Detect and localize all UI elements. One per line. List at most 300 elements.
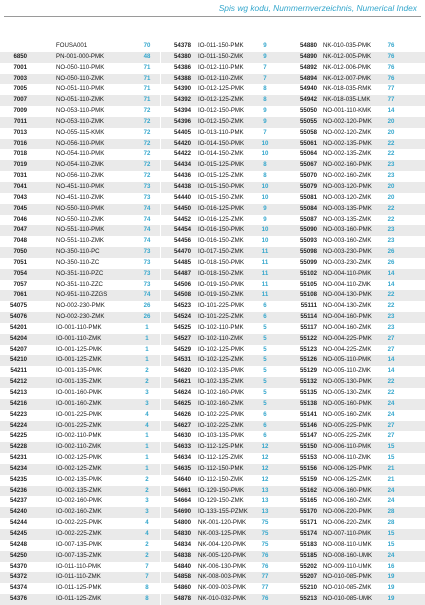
product-code: NO-005-130-PMK bbox=[323, 378, 372, 386]
product-code: IO-002-135-PMK bbox=[56, 475, 103, 483]
item-number: 54201 bbox=[10, 323, 27, 331]
index-row bbox=[287, 572, 425, 583]
product-code: NO-004-110-ZMK bbox=[323, 280, 371, 288]
product-code: IO-001-125-ZMK bbox=[56, 356, 102, 364]
product-code: IO-016-125-PMK bbox=[198, 204, 245, 212]
item-number: 55050 bbox=[300, 107, 317, 115]
product-code: IO-019-150-ZMK bbox=[198, 291, 244, 299]
index-row bbox=[287, 464, 425, 475]
page-number: 9 bbox=[263, 42, 267, 49]
page-number: 11 bbox=[261, 280, 269, 288]
page-number: 26 bbox=[143, 302, 151, 310]
item-number: 54436 bbox=[174, 172, 191, 180]
product-code: NO-003-120-PMK bbox=[323, 182, 372, 190]
product-code: IO-129-150-ZMK bbox=[198, 497, 244, 505]
item-number: 7043 bbox=[13, 193, 27, 201]
page-number: 21 bbox=[387, 464, 395, 472]
product-code: NO-451-110-ZMK bbox=[56, 193, 104, 201]
index-row bbox=[161, 139, 301, 150]
page-number: 22 bbox=[387, 291, 395, 299]
item-number: 55146 bbox=[300, 421, 317, 429]
item-number: 55141 bbox=[300, 410, 317, 418]
index-row bbox=[161, 41, 301, 52]
index-row bbox=[161, 442, 301, 453]
index-row bbox=[287, 149, 425, 160]
product-code: IO-001-160-PMK bbox=[56, 389, 103, 396]
index-row bbox=[0, 388, 160, 399]
item-number: 54231 bbox=[10, 454, 27, 462]
product-code: IO-102-160-ZMK bbox=[198, 399, 244, 407]
item-number: 7047 bbox=[13, 226, 27, 234]
product-code: IO-101-225-ZMK bbox=[198, 313, 244, 321]
index-row bbox=[161, 388, 301, 399]
index-row bbox=[161, 290, 301, 301]
item-number: 54860 bbox=[174, 584, 191, 592]
index-row bbox=[287, 323, 425, 334]
index-row bbox=[287, 215, 425, 226]
index-row bbox=[0, 551, 160, 562]
product-code: IO-016-125-ZMK bbox=[198, 215, 244, 223]
item-number: 54620 bbox=[174, 367, 191, 375]
index-row bbox=[161, 149, 301, 160]
page-number: 26 bbox=[143, 313, 151, 321]
index-row bbox=[0, 290, 160, 301]
index-row bbox=[0, 117, 160, 128]
index-row bbox=[161, 117, 301, 128]
page-number: 15 bbox=[387, 443, 395, 451]
product-code: NO-351-110-PZC bbox=[56, 269, 104, 277]
product-code: NO-551-110-PMK bbox=[56, 226, 105, 234]
item-number: 54225 bbox=[10, 432, 27, 440]
index-row bbox=[287, 41, 425, 52]
index-row bbox=[161, 236, 301, 247]
item-number: 55150 bbox=[300, 443, 317, 451]
item-number: 55122 bbox=[300, 334, 317, 342]
product-code: NO-002-120-PMK bbox=[323, 117, 372, 125]
product-code: NO-006-220-PMK bbox=[323, 508, 372, 516]
index-row bbox=[0, 431, 160, 442]
product-code: NO-351-110-ZZC bbox=[56, 280, 103, 288]
index-row bbox=[287, 312, 425, 323]
product-code: NO-002-120-ZMK bbox=[323, 128, 372, 136]
product-code: IO-015-125-ZMK bbox=[198, 172, 244, 180]
item-number: 55210 bbox=[300, 584, 317, 592]
index-row bbox=[161, 323, 301, 334]
product-code: IO-015-125-PMK bbox=[198, 161, 245, 169]
page-number: 5 bbox=[263, 389, 267, 396]
item-number: 54224 bbox=[10, 421, 27, 429]
product-code: NO-003-160-PMK bbox=[323, 226, 372, 234]
product-code: NK-018-035-RMK bbox=[323, 85, 372, 93]
item-number: 55090 bbox=[300, 226, 317, 234]
page-number: 14 bbox=[387, 107, 395, 115]
product-code: NO-005-160-ZMK bbox=[323, 410, 372, 418]
index-row bbox=[0, 572, 160, 583]
page-number: 70 bbox=[143, 42, 151, 49]
product-code: IO-002-110-PMK bbox=[56, 432, 102, 440]
page-number: 23 bbox=[387, 237, 395, 245]
index-row bbox=[161, 182, 301, 193]
product-code: IO-001-135-PMK bbox=[56, 367, 103, 375]
page-number: 71 bbox=[143, 96, 151, 104]
index-row bbox=[287, 540, 425, 551]
page-number: 6 bbox=[263, 432, 267, 440]
page-number: 73 bbox=[143, 182, 151, 190]
page-number: 77 bbox=[261, 573, 269, 581]
index-row bbox=[287, 496, 425, 507]
page-number: 12 bbox=[261, 443, 269, 451]
product-code: NO-002-135-ZMK bbox=[323, 150, 372, 158]
index-column-3 bbox=[287, 41, 425, 605]
product-code: NO-002-230-PMK bbox=[56, 302, 105, 310]
index-row bbox=[161, 583, 301, 594]
product-code: IO-016-150-PMK bbox=[198, 226, 245, 234]
item-number: 54450 bbox=[174, 204, 191, 212]
header-rule bbox=[4, 16, 421, 17]
item-number: 55108 bbox=[300, 291, 317, 299]
item-number: 54627 bbox=[174, 421, 191, 429]
product-code: NK-018-035-LMK bbox=[323, 96, 371, 104]
item-number: 55070 bbox=[300, 172, 317, 180]
item-number: 54640 bbox=[174, 475, 191, 483]
item-number: 7046 bbox=[13, 215, 27, 223]
page-number: 10 bbox=[261, 226, 269, 234]
item-number: 54075 bbox=[10, 302, 27, 310]
product-code: NO-008-110-UMK bbox=[323, 540, 372, 548]
page-number: 76 bbox=[387, 63, 395, 71]
item-number: 55129 bbox=[300, 367, 317, 375]
page-number: 23 bbox=[387, 313, 395, 321]
index-row bbox=[0, 366, 160, 377]
item-number: 54634 bbox=[174, 454, 191, 462]
product-code: IO-018-150-PMK bbox=[198, 258, 245, 266]
item-number: 55202 bbox=[300, 562, 317, 570]
item-number: 55114 bbox=[300, 313, 317, 321]
item-number: 54392 bbox=[174, 96, 191, 104]
index-column-1 bbox=[0, 41, 160, 605]
index-row bbox=[287, 518, 425, 529]
index-row bbox=[287, 486, 425, 497]
page-header bbox=[0, 0, 425, 26]
page-number: 4 bbox=[145, 519, 149, 527]
item-number: 7041 bbox=[13, 182, 27, 190]
page-number: 8 bbox=[145, 584, 149, 592]
index-row bbox=[287, 182, 425, 193]
index-row bbox=[287, 388, 425, 399]
page-number: 5 bbox=[263, 399, 267, 407]
product-code: IO-018-150-ZMK bbox=[198, 269, 244, 277]
product-code: NK-010-035-PMK bbox=[323, 42, 372, 49]
page-number: 5 bbox=[263, 323, 267, 331]
page-number: 72 bbox=[143, 128, 151, 136]
index-row bbox=[161, 529, 301, 540]
page-number: 9 bbox=[263, 117, 267, 125]
page-number: 9 bbox=[263, 215, 267, 223]
product-code: IO-102-125-PMK bbox=[198, 345, 245, 353]
item-number: 54894 bbox=[300, 74, 317, 82]
page-number: 6 bbox=[263, 302, 267, 310]
product-code: IO-014-150-PMK bbox=[198, 139, 245, 147]
index-row bbox=[0, 128, 160, 139]
item-number: 55156 bbox=[300, 464, 317, 472]
page-number: 2 bbox=[145, 540, 149, 548]
product-code: NK-010-032-PMK bbox=[198, 595, 247, 603]
index-row bbox=[287, 63, 425, 74]
index-row bbox=[161, 301, 301, 312]
index-row bbox=[161, 204, 301, 215]
product-code: NO-004-130-PMK bbox=[323, 291, 372, 299]
page-number: 7 bbox=[263, 63, 267, 71]
product-code: NO-005-110-PMK bbox=[323, 356, 372, 364]
product-code: IO-014-150-ZMK bbox=[198, 150, 244, 158]
product-code: NO-006-160-PMK bbox=[323, 486, 372, 494]
item-number: 54625 bbox=[174, 399, 191, 407]
index-row bbox=[161, 496, 301, 507]
page-number: 12 bbox=[261, 464, 269, 472]
product-code: NK-012-006-PMK bbox=[323, 63, 372, 71]
item-number: 55135 bbox=[300, 389, 317, 396]
index-row bbox=[287, 475, 425, 486]
page-number: 48 bbox=[143, 52, 151, 60]
product-code: IO-001-110-ZMK bbox=[56, 334, 102, 342]
item-number: 55147 bbox=[300, 432, 317, 440]
product-code: IO-012-110-PMK bbox=[198, 63, 244, 71]
product-code: NO-056-110-ZMK bbox=[56, 172, 104, 180]
index-row bbox=[0, 312, 160, 323]
index-row bbox=[161, 377, 301, 388]
page-number: 6 bbox=[263, 410, 267, 418]
page-number: 73 bbox=[143, 269, 151, 277]
page-number: 9 bbox=[263, 107, 267, 115]
item-number: 54228 bbox=[10, 443, 27, 451]
index-row bbox=[287, 171, 425, 182]
item-number: 55117 bbox=[300, 323, 317, 331]
item-number: 54380 bbox=[174, 52, 191, 60]
item-number: 54531 bbox=[174, 356, 191, 364]
page-number: 11 bbox=[261, 258, 269, 266]
product-code: IO-101-225-PMK bbox=[198, 302, 245, 310]
product-code: IO-129-150-PMK bbox=[198, 486, 245, 494]
item-number: 54420 bbox=[174, 139, 191, 147]
product-code: NK-005-120-PMK bbox=[198, 551, 247, 559]
item-number: 54211 bbox=[10, 367, 27, 375]
index-row bbox=[0, 507, 160, 518]
item-number: 54838 bbox=[174, 551, 191, 559]
item-number: 55132 bbox=[300, 378, 317, 386]
index-row bbox=[161, 431, 301, 442]
item-number: 54830 bbox=[174, 529, 191, 537]
product-code: NO-951-110-ZZGS bbox=[56, 291, 108, 299]
item-number: 55162 bbox=[300, 486, 317, 494]
item-number: 54207 bbox=[10, 345, 27, 353]
product-code: NO-050-110-PMK bbox=[56, 63, 105, 71]
item-number: 54452 bbox=[174, 215, 191, 223]
page-number: 2 bbox=[145, 475, 149, 483]
product-code: IO-102-160-PMK bbox=[198, 389, 245, 396]
page-number: 21 bbox=[387, 475, 395, 483]
item-number: 54890 bbox=[300, 52, 317, 60]
page-number: 1 bbox=[145, 443, 149, 451]
product-code: NO-006-110-PMK bbox=[323, 443, 372, 451]
index-row bbox=[287, 290, 425, 301]
product-code: NO-004-160-PMK bbox=[323, 313, 372, 321]
index-row bbox=[0, 562, 160, 573]
item-number: 54487 bbox=[174, 269, 191, 277]
index-row bbox=[161, 507, 301, 518]
index-row bbox=[287, 225, 425, 236]
product-code: IO-002-110-ZMK bbox=[56, 443, 102, 451]
page-number: 4 bbox=[145, 421, 149, 429]
product-code: IO-001-225-PMK bbox=[56, 410, 103, 418]
product-code: NK-003-125-PMK bbox=[198, 529, 247, 537]
index-row bbox=[0, 323, 160, 334]
item-number: 54661 bbox=[174, 486, 191, 494]
product-code: IO-133-155-PZMK bbox=[198, 508, 248, 516]
item-number: 55153 bbox=[300, 454, 317, 462]
page-number: 20 bbox=[387, 182, 395, 190]
item-number: 54690 bbox=[174, 508, 191, 516]
item-number: 54223 bbox=[10, 410, 27, 418]
item-number: 7051 bbox=[13, 258, 27, 266]
index-row bbox=[287, 507, 425, 518]
index-row bbox=[287, 421, 425, 432]
item-number: 7050 bbox=[13, 248, 27, 256]
page-number: 73 bbox=[143, 258, 151, 266]
page-number: 14 bbox=[387, 367, 395, 375]
product-code: NO-003-120-ZMK bbox=[323, 193, 372, 201]
item-number: 54525 bbox=[174, 323, 191, 331]
product-code: IO-007-135-PMK bbox=[56, 540, 103, 548]
page-number: 26 bbox=[387, 258, 395, 266]
product-code: IO-112-125-PMK bbox=[198, 443, 244, 451]
index-row bbox=[161, 594, 301, 605]
page-number: 72 bbox=[143, 172, 151, 180]
item-number: 54372 bbox=[10, 573, 27, 581]
page-number: 12 bbox=[261, 454, 269, 462]
index-row bbox=[287, 139, 425, 150]
index-row bbox=[0, 84, 160, 95]
index-row bbox=[0, 236, 160, 247]
index-row bbox=[161, 334, 301, 345]
product-code: IO-015-150-PMK bbox=[198, 182, 245, 190]
index-row bbox=[287, 301, 425, 312]
index-row bbox=[0, 63, 160, 74]
product-code: NO-002-160-ZMK bbox=[323, 172, 372, 180]
page-number: 5 bbox=[263, 345, 267, 353]
item-number: 54422 bbox=[174, 150, 191, 158]
item-number: 7019 bbox=[13, 161, 27, 169]
index-row bbox=[0, 355, 160, 366]
item-number: 54456 bbox=[174, 237, 191, 245]
product-code: IO-002-225-PMK bbox=[56, 519, 103, 527]
product-code: IO-011-150-ZMK bbox=[198, 52, 244, 60]
page-number: 10 bbox=[261, 182, 269, 190]
product-code: NO-550-110-PMK bbox=[56, 204, 105, 212]
item-number: 7009 bbox=[13, 107, 27, 115]
index-row bbox=[0, 594, 160, 605]
page-number: 10 bbox=[261, 150, 269, 158]
product-code: IO-019-150-PMK bbox=[198, 280, 245, 288]
index-row bbox=[0, 225, 160, 236]
page-number: 1 bbox=[145, 334, 149, 342]
product-code: IO-002-160-ZMK bbox=[56, 508, 102, 516]
page-number: 27 bbox=[387, 345, 395, 353]
product-code: IO-011-125-PMK bbox=[56, 584, 102, 592]
product-code: IO-102-125-ZMK bbox=[198, 356, 244, 364]
page-number: 23 bbox=[387, 172, 395, 180]
page-number: 1 bbox=[145, 464, 149, 472]
page-number: 76 bbox=[261, 562, 269, 570]
product-code: NO-006-110-ZMK bbox=[323, 454, 371, 462]
item-number: 55159 bbox=[300, 475, 317, 483]
page-number: 19 bbox=[387, 584, 395, 592]
page-number: 8 bbox=[263, 85, 267, 93]
page-number: 13 bbox=[261, 486, 269, 494]
item-number: 54216 bbox=[10, 399, 27, 407]
product-code: IO-016-150-ZMK bbox=[198, 237, 244, 245]
item-number: 7001 bbox=[13, 63, 27, 71]
index-row bbox=[161, 486, 301, 497]
product-code: IO-001-110-PMK bbox=[56, 323, 102, 331]
item-number: 54523 bbox=[174, 302, 191, 310]
index-row bbox=[287, 128, 425, 139]
item-number: 54210 bbox=[10, 356, 27, 364]
product-code: NO-003-135-ZMK bbox=[323, 215, 372, 223]
page-number: 27 bbox=[387, 432, 395, 440]
page-number: 8 bbox=[263, 172, 267, 180]
index-row bbox=[287, 74, 425, 85]
index-row bbox=[0, 52, 160, 63]
product-code: NO-003-230-ZMK bbox=[323, 258, 372, 266]
page-number: 14 bbox=[387, 280, 395, 288]
page-number: 24 bbox=[387, 497, 395, 505]
product-code: NO-005-225-ZMK bbox=[323, 432, 372, 440]
index-row bbox=[161, 562, 301, 573]
index-row bbox=[161, 52, 301, 63]
item-number: 54374 bbox=[10, 584, 27, 592]
index-row bbox=[0, 269, 160, 280]
item-number: 55105 bbox=[300, 280, 317, 288]
page-number: 27 bbox=[387, 334, 395, 342]
index-row bbox=[287, 551, 425, 562]
item-number: 54245 bbox=[10, 529, 27, 537]
product-code: NO-056-110-PMK bbox=[56, 139, 105, 147]
item-number: 7048 bbox=[13, 237, 27, 245]
item-number: 55081 bbox=[300, 193, 317, 201]
item-number: 54250 bbox=[10, 551, 27, 559]
page-number: 23 bbox=[387, 161, 395, 169]
item-number: 7013 bbox=[13, 128, 27, 136]
page-number: 74 bbox=[143, 226, 151, 234]
item-number: 55064 bbox=[300, 150, 317, 158]
product-code: IO-012-150-ZMK bbox=[198, 117, 244, 125]
index-row bbox=[287, 399, 425, 410]
item-number: 55067 bbox=[300, 161, 317, 169]
page-number: 14 bbox=[387, 269, 395, 277]
index-row bbox=[287, 529, 425, 540]
item-number: 54236 bbox=[10, 486, 27, 494]
page-number: 76 bbox=[387, 74, 395, 82]
index-row bbox=[287, 236, 425, 247]
index-row bbox=[161, 280, 301, 291]
product-code: NO-051-110-PMK bbox=[56, 85, 105, 93]
product-code: IO-103-135-PMK bbox=[198, 432, 245, 440]
index-row bbox=[161, 95, 301, 106]
index-row bbox=[161, 171, 301, 182]
index-row bbox=[161, 572, 301, 583]
product-code: IO-001-135-ZMK bbox=[56, 378, 102, 386]
item-number: 54506 bbox=[174, 280, 191, 288]
